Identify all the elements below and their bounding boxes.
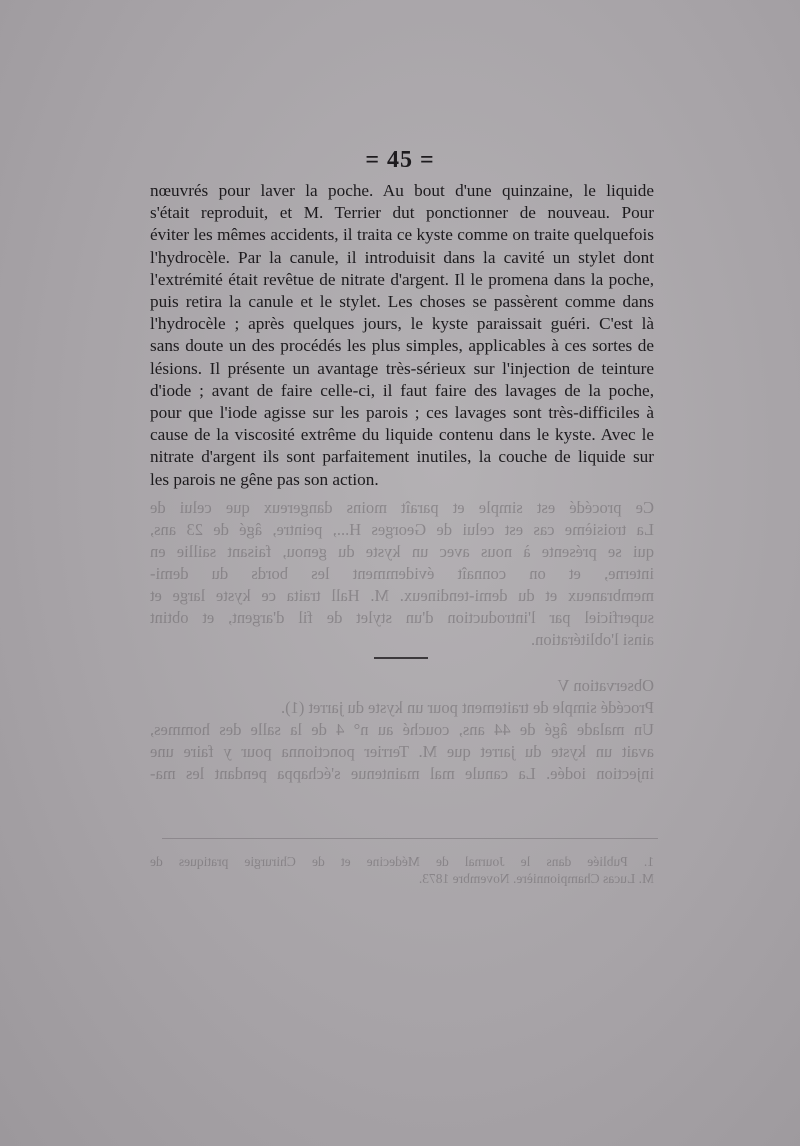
bleed-line: membraneux et du demi-tendineux. M. Hall traita ce kyste large et	[150, 586, 654, 605]
text-line: pour que l'iode agisse sur les parois ; ces lavages sont très-difficiles à	[150, 403, 654, 423]
text-line: nœuvrés pour laver la poche. Au bout d'une quinzaine, le liquide	[150, 181, 654, 200]
text-line: s'était reproduit, et M. Terrier dut ponctionner de nouveau. Pour	[150, 203, 654, 223]
text-line: cause de la viscosité extrême du liquide contenu dans le kyste. Avec le	[150, 425, 654, 445]
text-line: puis retira la canule et le stylet. Les choses se passèrent comme dans	[150, 292, 654, 312]
bleed-line: M. Lucas Championnière. Novembre 1873.	[418, 871, 654, 886]
bleed-line: 1. Publiée dans le Journal de Médecine et de Chirurgie pratiques de	[150, 854, 654, 869]
bleed-line: avait un kyste du jarret que M. Terrier ponctionna pour y faire une	[150, 742, 654, 761]
text-line: d'iode ; avant de faire celle-ci, il faut faire des lavages de la poche,	[150, 380, 654, 400]
bleed-heading: Observation V	[557, 676, 654, 695]
bleed-footnote-rule	[162, 838, 658, 839]
bleed-line: La troisième cas est celui de Georges H..., peintre, âgé de 23 ans,	[150, 520, 654, 539]
text-line: éviter les mêmes accidents, il traita ce kyste comme on traite quelquefois	[150, 225, 654, 245]
bleed-line: superficiel par l'introduction d'un stylet de fil d'argent, et obtint	[150, 608, 654, 627]
bleed-line: Un malade âgé de 44 ans, couché au n° 4 de la salle des hommes,	[150, 720, 654, 739]
bleed-through-footnote	[150, 853, 654, 887]
body-paragraph	[150, 180, 654, 491]
bleed-line: ainsi l'oblitération.	[530, 630, 654, 649]
text-line: l'hydrocèle. Par la canule, il introduisit dans la cavité un stylet dont	[150, 247, 654, 267]
text-line: l'extrémité était revêtue de nitrate d'argent. Il le promena dans la poche,	[150, 269, 654, 289]
bleed-line: Ce procédé est simple et paraît moins dangereux que celui de	[150, 498, 654, 517]
bleed-line: injection iodée. La canule mal maintenue s'échappa pendant les ma-	[150, 764, 654, 783]
text-line: sans doute un des procédés les plus simples, applicables à ces sortes de	[150, 336, 654, 356]
text-line: l'hydrocèle ; après quelques jours, le kyste paraissait guéri. C'est là	[150, 314, 654, 334]
text-line: nitrate d'argent ils sont parfaitement inutiles, la couche de liquide sur	[150, 447, 654, 467]
text-line: lésions. Il présente un avantage très-sérieux sur l'injection de teinture	[150, 358, 654, 378]
section-divider	[374, 657, 428, 659]
bleed-through-lower	[150, 675, 654, 785]
page-number: = 45 =	[365, 147, 435, 173]
bleed-line: interne, et on connaît évidemment les bords du demi-	[150, 564, 654, 583]
bleed-through-upper	[150, 497, 654, 651]
text-line: les parois ne gêne pas son action.	[150, 469, 379, 489]
bleed-title: Procédé simple de traitement pour un kyste du jarret (1).	[281, 698, 654, 717]
bleed-line: qui se présente à nous avec un kyste du genou, faisant saillie en	[150, 542, 654, 561]
